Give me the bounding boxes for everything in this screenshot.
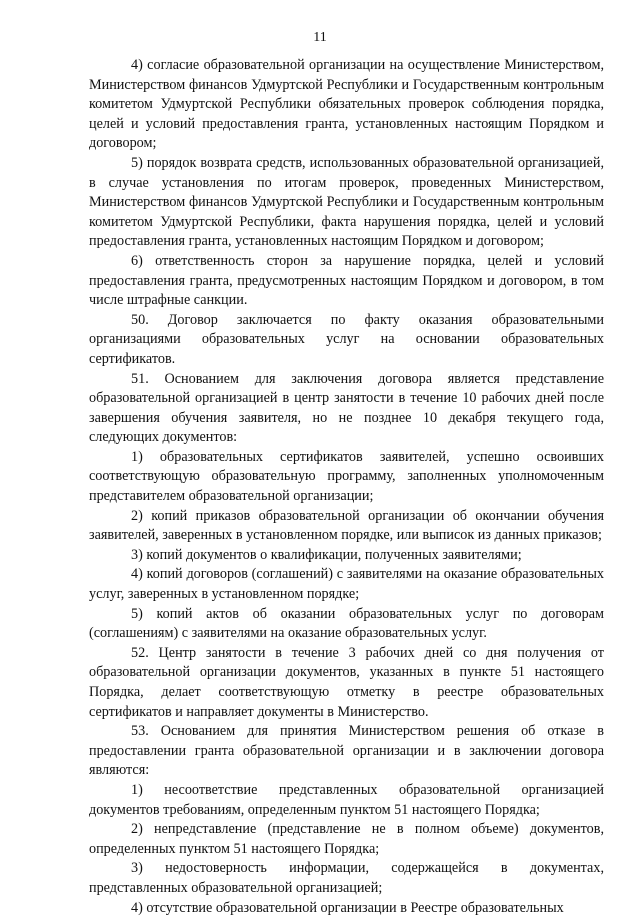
paragraph-6-responsibility: 6) ответственность сторон за нарушение порядка, целей и условий предоставления гранта, предусмотренных настоящим Порядком и договором, в том числе штрафные санкции.: [89, 252, 604, 309]
paragraph-53-item-2: 2) непредставление (представление не в полном объеме) документов, определенных пунктом 51 настоящего Порядка;: [89, 821, 604, 857]
paragraph-53: 53. Основанием для принятия Министерством решения об отказе в предоставлении гранта образовательной организации и в заключении договора являются:: [89, 723, 604, 779]
paragraph-51-item-2: 2) копий приказов образовательной организации об окончании обучения заявителей, заверенных в установленном порядке, или выписок из данных приказов;: [89, 507, 604, 544]
paragraph-53-item-1: 1) несоответствие представленных образовательной организацией документов требованиям, определенным пунктом 51 настоящего Порядка;: [89, 781, 604, 818]
paragraph-4-consent: 4) согласие образовательной организации на осуществление Министерством, Министерством финансов Удмуртской Республики и Государственным контрольным комитетом Удмуртской Республики обязательных проверок соблюдения порядка, целей и условий предоставления гранта, установленных настоящим Порядком и договором;: [89, 57, 604, 152]
paragraph-51-item-1: 1) образовательных сертификатов заявителей, успешно освоивших соответствующую образовательную программу, заполненных уполномоченным представителем образовательной организации;: [89, 448, 604, 505]
paragraph-51-item-5: 5) копий актов об оказании образовательных услуг по договорам (соглашениям) с заявителями на оказание образовательных услуг.: [89, 605, 604, 642]
page-number: 11: [313, 30, 327, 45]
paragraph-53-item-3: 3) недостоверность информации, содержащейся в документах, представленных образовательной организацией;: [89, 860, 604, 896]
paragraph-51: 51. Основанием для заключения договора является представление образовательной организацией в центр занятости в течение 10 рабочих дней после завершения обучения заявителя, но не позднее 10 декабря текущего года, следующих документов:: [89, 370, 604, 446]
paragraph-53-item-4: 4) отсутствие образовательной организации в Реестре образовательных: [131, 899, 564, 916]
document-body: [89, 56, 604, 918]
paragraph-52: 52. Центр занятости в течение 3 рабочих дней со дня получения от образовательной организации документов, указанных в пункте 51 настоящего Порядка, делает соответствующую отметку в реестре образовательных сертификатов и направляет документы в Министерство.: [89, 644, 604, 720]
paragraph-51-item-3: 3) копий документов о квалификации, полученных заявителями;: [131, 546, 522, 563]
paragraph-50: 50. Договор заключается по факту оказания образовательными организациями образовательных услуг на основании образовательных сертификатов.: [89, 311, 604, 367]
paragraph-5-refund-procedure: 5) порядок возврата средств, использованных образовательной организацией, в случае установления по итогам проверок, проведенных Министерством, Министерством финансов Удмуртской Республики и Государственным контрольным комитетом Удмуртской Республики, факта нарушения порядка, целей и условий предоставления гранта, установленных настоящим Порядком и договором;: [89, 154, 604, 250]
paragraph-51-item-4: 4) копий договоров (соглашений) с заявителями на оказание образовательных услуг, заверенных в установленном порядке;: [89, 566, 604, 603]
